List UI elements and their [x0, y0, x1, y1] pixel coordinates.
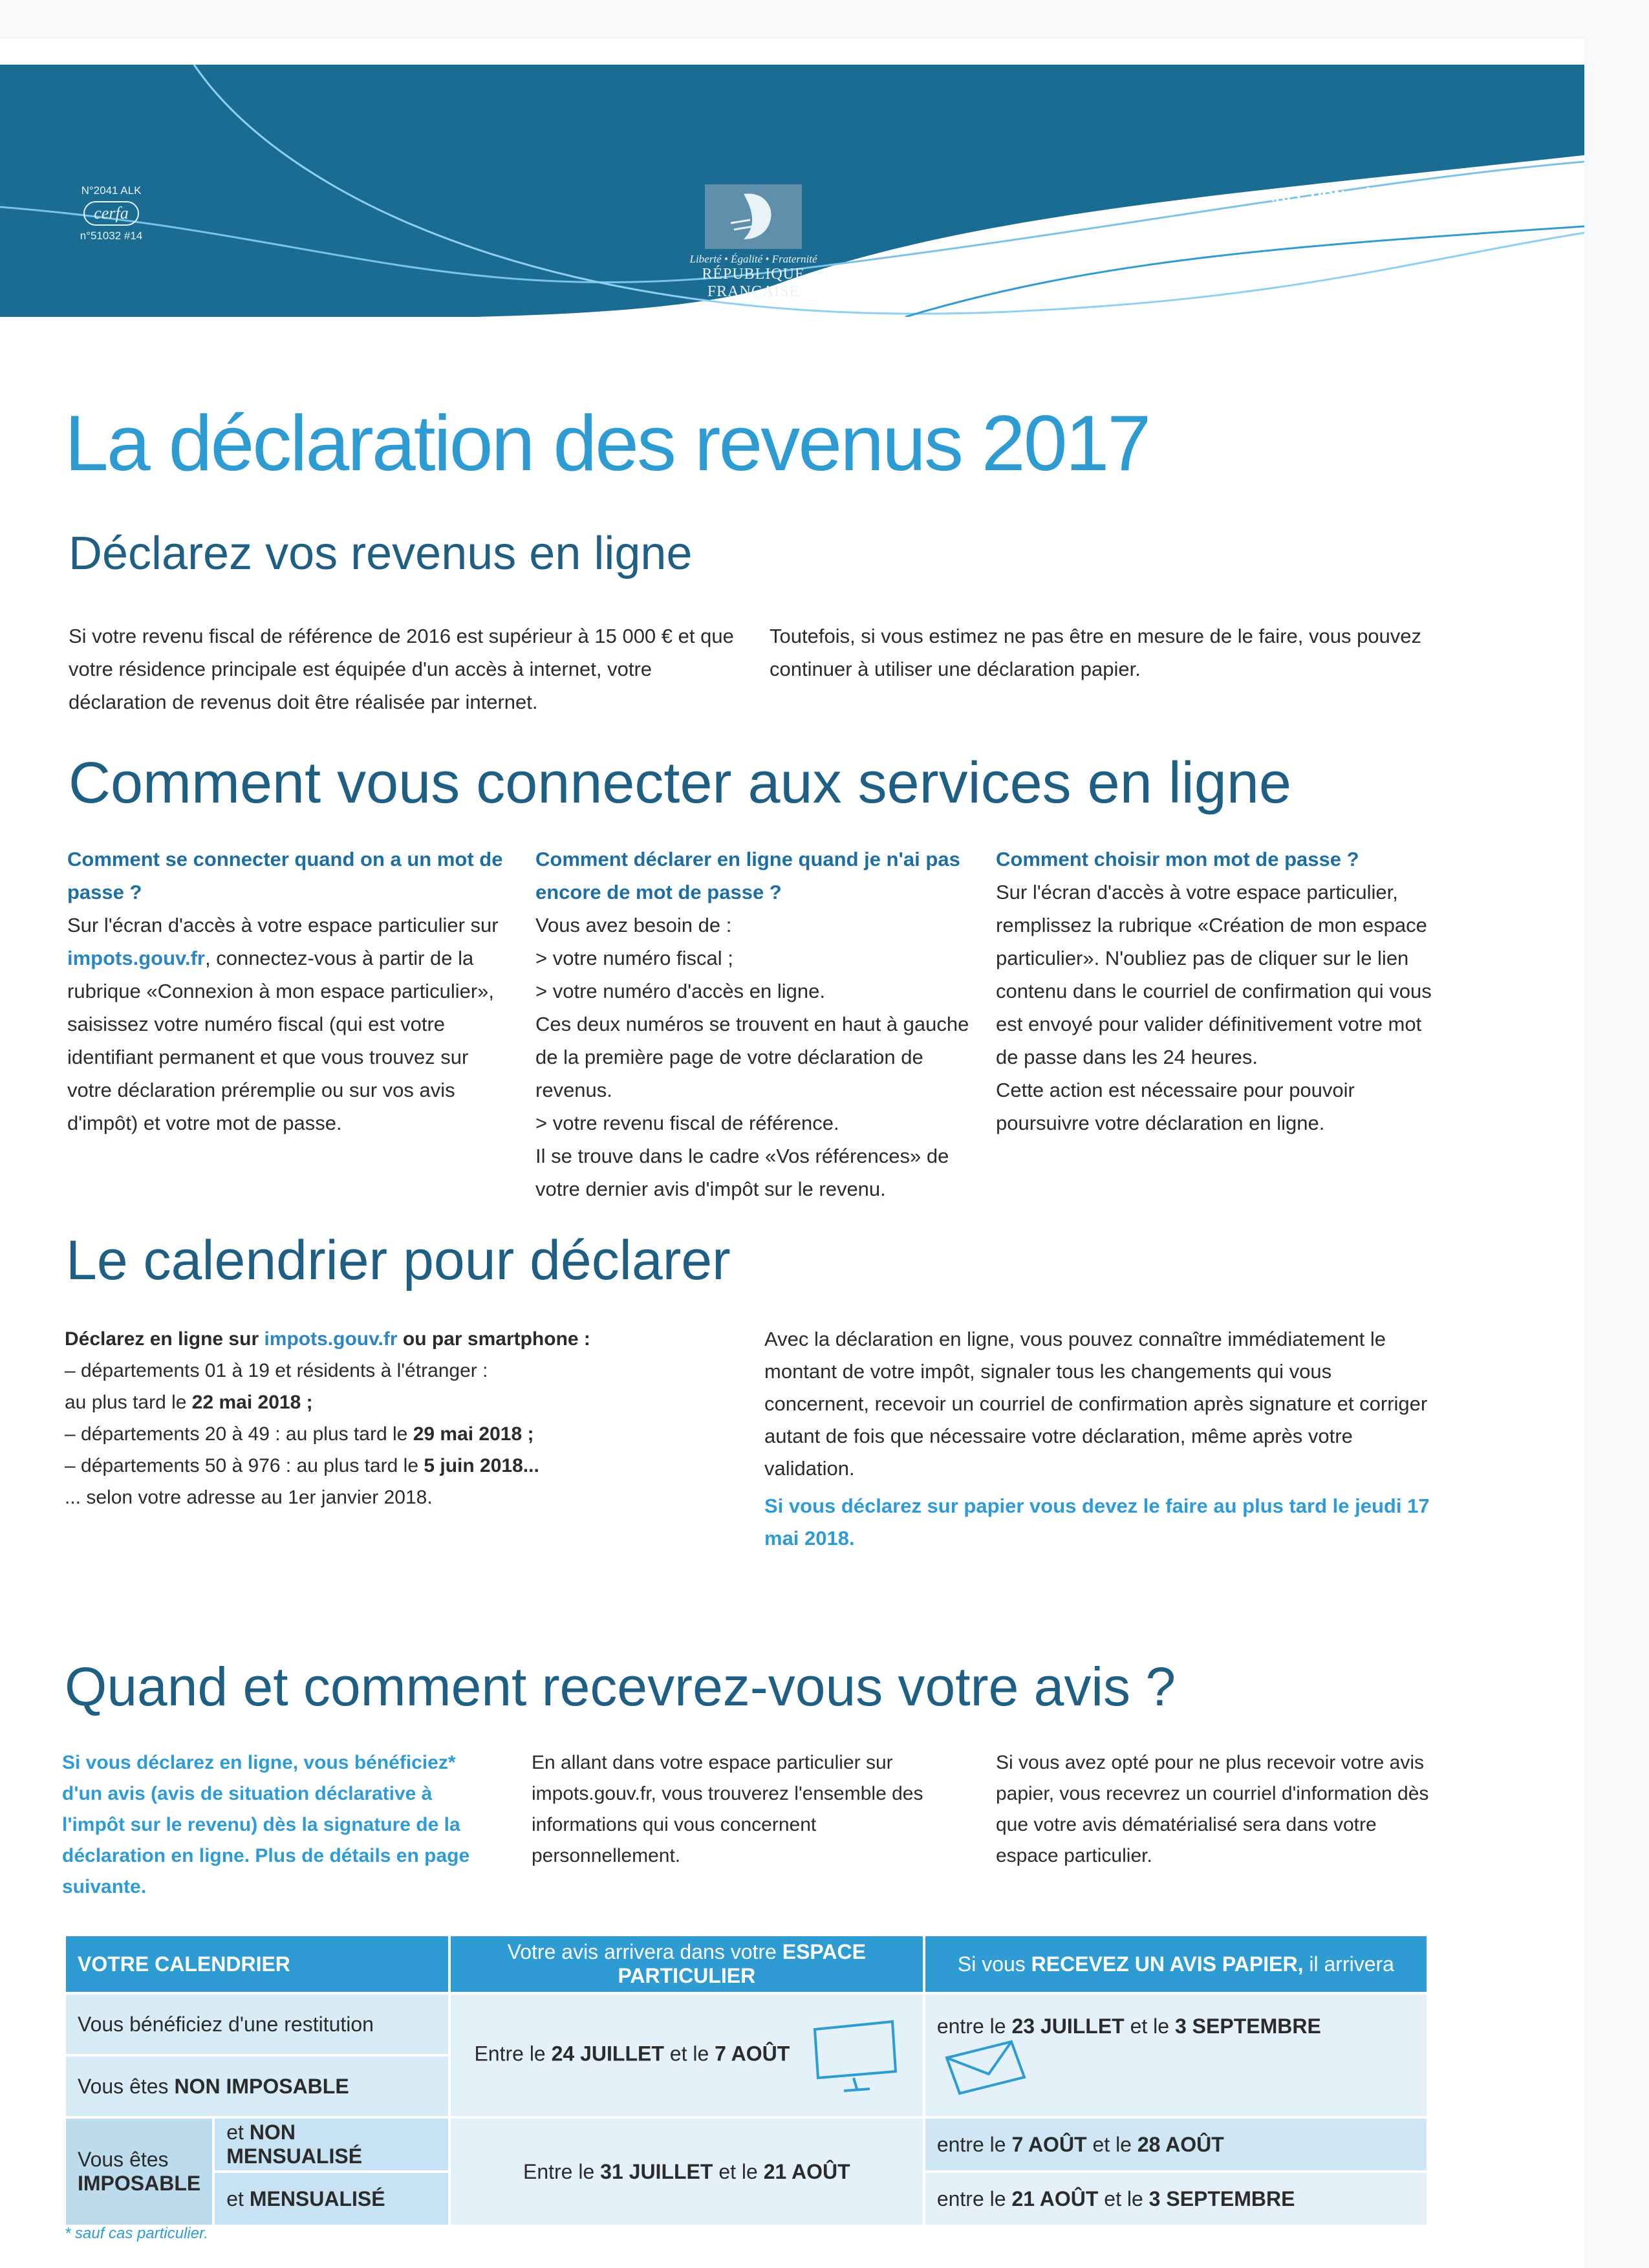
row-imposable-b: IMPOSABLE	[78, 2172, 201, 2195]
table-header-row	[65, 1935, 1428, 1993]
row-imposable-a: Vous êtes	[78, 2148, 169, 2171]
espace-dates-1	[449, 1993, 924, 2117]
papier-dates-2-a: entre le	[936, 2132, 1012, 2156]
papier-dates-3-a: entre le	[936, 2187, 1012, 2210]
papier-dates-3-d1: 21 AOÛT	[1011, 2187, 1099, 2210]
quand-column-3-text: Si vous avez opté pour ne plus recevoir votre avis papier, vous recevrez un courriel d'information dès que votre avis dématérialisé sera dans votre espace particulier.	[996, 1752, 1429, 1866]
connecter-column-3	[996, 843, 1436, 1139]
row-non-imposable-b: NON IMPOSABLE	[174, 2074, 349, 2098]
calendrier-item-1-prefix: au plus tard le	[65, 1392, 192, 1413]
column-2-line-4: Ces deux numéros se trouvent en haut à gauche de la première page de votre déclaration de revenus.	[535, 1013, 969, 1101]
papier-dates-1-d2: 3 SEPTEMBRE	[1174, 2014, 1321, 2038]
espace-dates-1-d1: 24 JUILLET	[551, 2042, 664, 2066]
section-quand-heading: Quand et comment recevrez-vous votre avis ?	[65, 1656, 1176, 1717]
espace-dates-2	[449, 2117, 924, 2226]
column-1-text-b: , connectez-vous à partir de la rubrique «Connexion à mon espace particulier», saisissez votre numéro fiscal (qui est votre identifiant permanent et que vous trouvez sur votre déclaration préremplie ou sur vos avis d'impôt) et votre mot de passe.	[67, 947, 495, 1134]
row-non-mensualise-a: et	[226, 2121, 250, 2144]
envelope-icon	[943, 2038, 1028, 2097]
papier-dates-2-d2: 28 AOÛT	[1137, 2132, 1224, 2156]
espace-dates-1-b: et le	[663, 2042, 715, 2066]
papier-dates-1-a: entre le	[936, 2014, 1012, 2038]
calendrier-item-2: – départements 20 à 49 : au plus tard le	[65, 1423, 413, 1445]
calendrier-impots-link[interactable]: impots.gouv.fr	[264, 1328, 398, 1350]
papier-dates-1-d1: 23 JUILLET	[1011, 2014, 1125, 2038]
row-imposable-label	[65, 2117, 213, 2226]
row-restitution-label: Vous bénéficiez d'une restitution	[65, 1993, 449, 2055]
table-header-papier-c: il arrivera	[1303, 1952, 1394, 1976]
column-3-text-1: Sur l'écran d'accès à votre espace particulier, remplissez la rubrique «Création de mon espace particulier». N'oubliez pas de cliquer sur le lien contenu dans le courriel de confirmation qui vous est envoyé pour valider définitivement votre mot de passe dans les 24 heures.	[996, 881, 1432, 1068]
declarez-paragraph-left	[69, 620, 754, 718]
calendrier-item-1-date: 22 mai 2018 ;	[191, 1392, 313, 1413]
papier-dates-1-b: et le	[1124, 2014, 1175, 2038]
quand-column-2	[532, 1747, 958, 1872]
calendrier-paper-deadline: Si vous déclarez sur papier vous devez le faire au plus tard le jeudi 17 mai 2018.	[764, 1495, 1430, 1550]
table-row	[65, 1993, 1428, 2055]
row-mensualise-b: MENSUALISÉ	[249, 2187, 385, 2210]
row-mensualise-label	[213, 2172, 449, 2226]
footnote: * sauf cas particulier.	[65, 2225, 208, 2242]
impots-link[interactable]: impots.gouv.fr	[67, 947, 205, 969]
declarez-left-text: Si votre revenu fiscal de référence de 2016 est supérieur à 15 000 € et que votre résidence principale est équipée d'un accès à internet, votre déclaration de revenus doit être réalisée par internet.	[69, 625, 734, 713]
row-non-mensualise-label	[213, 2117, 449, 2172]
papier-dates-2	[924, 2117, 1428, 2172]
dgfip-label	[1225, 186, 1436, 226]
espace-dates-2-d2: 21 AOÛT	[763, 2159, 850, 2183]
calendar-table	[63, 1934, 1429, 2227]
calendrier-item-1: – départements 01 à 19 et résidents à l'étranger :	[65, 1360, 488, 1381]
espace-dates-2-b: et le	[713, 2159, 764, 2183]
column-1-question: Comment se connecter quand on a un mot de passe ?	[67, 848, 503, 903]
table-header-papier	[924, 1935, 1428, 1993]
calendrier-note: ... selon votre adresse au 1er janvier 2018.	[65, 1487, 433, 1508]
page-title: La déclaration des revenus 2017	[65, 399, 1150, 487]
section-connecter-heading: Comment vous connecter aux services en ligne	[69, 751, 1291, 815]
republique-motto: Liberté • Égalité • Fraternité	[689, 253, 817, 265]
declarez-paragraph-right	[770, 620, 1429, 686]
quand-column-1-text: Si vous déclarez en ligne, vous bénéficiez* d'un avis (avis de situation déclarative à l'impôt sur le revenu) dès la signature de la déclaration en ligne. Plus de détails en page suivante.	[62, 1752, 470, 1897]
calendrier-item-3-date: 5 juin 2018...	[424, 1455, 539, 1476]
espace-dates-2-a: Entre le	[523, 2159, 601, 2183]
column-2-line-1: Vous avez besoin de :	[535, 914, 732, 936]
header-banner	[0, 65, 1584, 317]
table-header-papier-a: Si vous	[957, 1952, 1031, 1976]
section-declarez-heading: Déclarez vos revenus en ligne	[69, 528, 693, 579]
dgfip-line-2: DES FINANCES PUBLIQUES	[1225, 208, 1436, 225]
quand-column-1	[62, 1747, 489, 1903]
dgfip-line-1: DIRECTION GÉNÉRALE	[1259, 188, 1436, 205]
column-2-line-5: > votre revenu fiscal de référence.	[535, 1112, 839, 1134]
cerfa-logo	[72, 184, 150, 243]
column-1-text-a: Sur l'écran d'accès à votre espace particulier sur	[67, 914, 499, 936]
calendrier-right	[764, 1323, 1437, 1555]
column-2-line-6: Il se trouve dans le cadre «Vos références» de votre dernier avis d'impôt sur le revenu.	[535, 1145, 949, 1200]
espace-dates-2-d1: 31 JUILLET	[600, 2159, 713, 2183]
marianne-emblem-icon	[705, 184, 802, 249]
cerfa-reference: n°51032 #14	[80, 230, 143, 242]
calendrier-left	[65, 1323, 763, 1513]
quand-column-2-text: En allant dans votre espace particulier sur impots.gouv.fr, vous trouverez l'ensemble des informations qui vous concernent personnellement.	[532, 1752, 923, 1866]
calendrier-right-text: Avec la déclaration en ligne, vous pouvez connaître immédiatement le montant de votre impôt, signaler tous les changements qui vous concernent, recevoir un courriel de confirmation après signature et corriger autant de fois que nécessaire votre déclaration, même après votre validation.	[764, 1328, 1428, 1480]
table-header-calendrier: VOTRE CALENDRIER	[65, 1935, 449, 1993]
papier-dates-3-b: et le	[1098, 2187, 1149, 2210]
cerfa-logo-text: cerfa	[83, 201, 138, 226]
espace-dates-1-a: Entre le	[474, 2042, 552, 2066]
table-header-espace-b: ESPACE PARTICULIER	[618, 1940, 866, 1987]
column-3-text-2: Cette action est nécessaire pour pouvoir poursuivre votre déclaration en ligne.	[996, 1079, 1355, 1134]
row-non-imposable-a: Vous êtes	[78, 2074, 175, 2098]
calendrier-intro-b: ou par smartphone :	[397, 1328, 590, 1350]
table-header-espace	[449, 1935, 924, 1993]
table-row	[65, 2117, 1428, 2172]
calendrier-intro-a: Déclarez en ligne sur	[65, 1328, 264, 1350]
connecter-column-1	[67, 843, 513, 1139]
papier-dates-2-b: et le	[1086, 2132, 1137, 2156]
papier-dates-3	[924, 2172, 1428, 2226]
computer-screen-icon	[802, 2016, 899, 2094]
row-non-imposable-label	[65, 2055, 449, 2117]
papier-dates-3-d2: 3 SEPTEMBRE	[1148, 2187, 1295, 2210]
declarez-right-text: Toutefois, si vous estimez ne pas être en mesure de le faire, vous pouvez continuer à utiliser une déclaration papier.	[770, 625, 1422, 680]
row-mensualise-a: et	[226, 2187, 250, 2210]
section-calendrier-heading: Le calendrier pour déclarer	[66, 1229, 731, 1291]
papier-dates-1	[924, 1993, 1428, 2117]
cerfa-number: N°2041 ALK	[81, 184, 142, 197]
espace-dates-1-d2: 7 AOÛT	[715, 2042, 790, 2066]
republique-francaise-text: RÉPUBLIQUE FRANÇAISE	[702, 266, 805, 300]
papier-dates-2-d1: 7 AOÛT	[1011, 2132, 1087, 2156]
quand-column-3	[996, 1747, 1442, 1872]
republique-francaise-logo	[660, 184, 847, 301]
column-3-question: Comment choisir mon mot de passe ?	[996, 848, 1359, 870]
column-2-question: Comment déclarer en ligne quand je n'ai pas encore de mot de passe ?	[535, 848, 960, 903]
calendrier-item-2-date: 29 mai 2018 ;	[413, 1423, 534, 1445]
connecter-column-2	[535, 843, 975, 1205]
calendrier-item-3: – départements 50 à 976 : au plus tard le	[65, 1455, 424, 1476]
column-2-line-2: > votre numéro fiscal ;	[535, 947, 733, 969]
row-non-mensualise-b: NON MENSUALISÉ	[226, 2121, 363, 2168]
table-header-espace-a: Votre avis arrivera dans votre	[507, 1940, 782, 1963]
table-header-papier-b: RECEVEZ UN AVIS PAPIER,	[1031, 1952, 1304, 1976]
column-2-line-3: > votre numéro d'accès en ligne.	[535, 980, 825, 1002]
